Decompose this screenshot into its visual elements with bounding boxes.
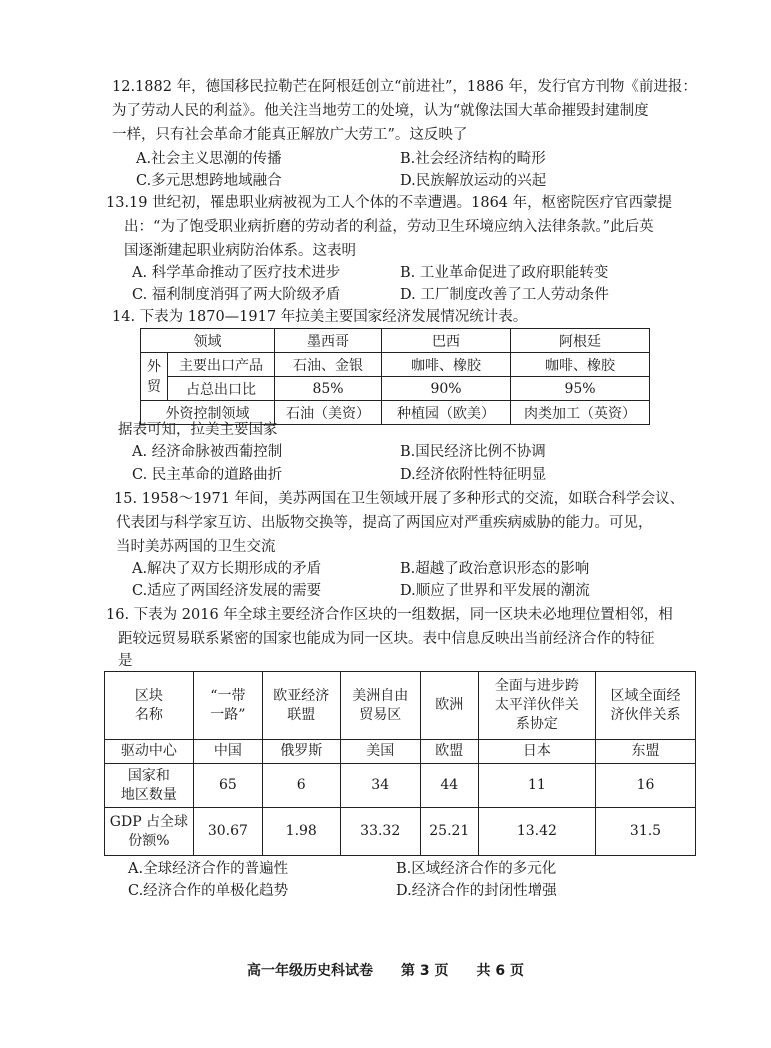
q16-option-c[interactable]: C.经济合作的单极化趋势 xyxy=(128,883,289,899)
q13-option-c[interactable]: C. 福利制度消弭了两大阶级矛盾 xyxy=(132,287,341,303)
table-header-cell: 墨西哥 xyxy=(275,329,382,353)
table-header-cell xyxy=(340,672,420,740)
q14-table xyxy=(140,328,650,425)
q12-option-a[interactable]: A.社会主义思潮的传播 xyxy=(136,151,282,167)
table-header-cell: 领域 xyxy=(141,329,275,353)
row-label-text: GDP 占全球 份额% xyxy=(109,813,189,849)
row-label-text: 国家和 地区数量 xyxy=(120,767,177,803)
q15-line-1: 15. 1958～1971 年间，美苏两国在卫生领域开展了多种形式的交流，如联合科学会议、 xyxy=(114,491,685,507)
table-cell: 石油、金银 xyxy=(275,353,382,377)
row-label-cell: 主要出口产品 xyxy=(168,353,275,377)
table-cell: 90% xyxy=(382,377,511,401)
table-cell: 33.32 xyxy=(340,808,420,856)
header-text: 欧洲 xyxy=(435,697,464,713)
table-row xyxy=(105,764,696,808)
table-cell: 34 xyxy=(340,764,420,808)
q14-intro: 14. 下表为 1870—1917 年拉美主要国家经济发展情况统计表。 xyxy=(112,309,528,325)
table-cell: 30.67 xyxy=(193,808,262,856)
table-row xyxy=(105,740,696,764)
header-text: 美洲自由 贸易区 xyxy=(352,687,409,723)
q14-option-a[interactable]: A. 经济命脉被西葡控制 xyxy=(132,444,283,460)
table-row xyxy=(105,808,696,856)
q15-option-c[interactable]: C.适应了两国经济发展的需要 xyxy=(132,583,322,599)
table-cell: 种植园（欧美） xyxy=(382,401,511,425)
table-cell: 东盟 xyxy=(596,740,696,764)
q13-line-3: 国逐渐建起职业病防治体系。这表明 xyxy=(124,243,356,259)
q16-option-b[interactable]: B.区域经济合作的多元化 xyxy=(396,861,557,877)
q15-option-a[interactable]: A.解决了双方长期形成的矛盾 xyxy=(132,561,322,577)
table-row xyxy=(141,377,650,401)
table-cell: 65 xyxy=(193,764,262,808)
q14-stem: 据表可知，拉美主要国家 xyxy=(118,422,278,438)
table-header-cell xyxy=(105,672,194,740)
table-header-cell xyxy=(420,672,478,740)
q12-option-b[interactable]: B.社会经济结构的畸形 xyxy=(400,151,546,167)
table-cell: 美国 xyxy=(340,740,420,764)
q13-option-b[interactable]: B. 工业革命促进了政府职能转变 xyxy=(400,265,609,281)
header-text: 区域全面经 济伙伴关系 xyxy=(610,687,681,723)
q14-option-b[interactable]: B.国民经济比例不协调 xyxy=(400,444,546,460)
header-text: 区块 名称 xyxy=(134,687,163,723)
table-cell: 31.5 xyxy=(596,808,696,856)
table-cell: 中国 xyxy=(193,740,262,764)
q13-option-d[interactable]: D. 工厂制度改善了工人劳动条件 xyxy=(400,287,609,303)
table-cell: 13.42 xyxy=(478,808,595,856)
table-cell: 欧盟 xyxy=(420,740,478,764)
q12-option-c[interactable]: C.多元思想跨地域融合 xyxy=(136,173,282,189)
q13-line-2: 出：“为了饱受职业病折磨的劳动者的利益，劳动卫生环境应纳入法律条款。”此后英 xyxy=(124,219,654,235)
table-header-cell: 巴西 xyxy=(382,329,511,353)
q12-line-1: 12.1882 年，德国移民拉勒芒在阿根廷创立“前进社”，1886 年，发行官方刊物《前进报： xyxy=(112,79,697,95)
table-cell: 85% xyxy=(275,377,382,401)
q16-option-a[interactable]: A.全球经济合作的普遍性 xyxy=(128,861,289,877)
table-cell: 咖啡、橡胶 xyxy=(382,353,511,377)
table-cell: 11 xyxy=(478,764,595,808)
table-header-cell xyxy=(478,672,595,740)
q15-line-3: 当时美苏两国的卫生交流 xyxy=(116,539,276,555)
row-label-cell: 占总出口比 xyxy=(168,377,275,401)
q16-line-1: 16. 下表为 2016 年全球主要经济合作区块的一组数据，同一区块未必地理位置相邻，相 xyxy=(106,607,673,623)
q16-table xyxy=(104,671,696,856)
q13-option-a[interactable]: A. 科学革命推动了医疗技术进步 xyxy=(132,265,341,281)
q12-option-d[interactable]: D.民族解放运动的兴起 xyxy=(400,173,547,189)
header-text: 欧亚经济 联盟 xyxy=(273,687,330,723)
q15-line-2: 代表团与科学家互访、出版物交换等，提高了两国应对严重疾病威胁的能力。可见， xyxy=(116,515,653,531)
trade-label-cell xyxy=(141,353,168,401)
table-cell: 咖啡、橡胶 xyxy=(511,353,650,377)
q16-option-d[interactable]: D.经济合作的封闭性增强 xyxy=(396,883,557,899)
table-cell: 95% xyxy=(511,377,650,401)
q15-option-d[interactable]: D.顺应了世界和平发展的潮流 xyxy=(400,583,590,599)
table-header-cell xyxy=(596,672,696,740)
q15-option-b[interactable]: B.超越了政治意识形态的影响 xyxy=(400,561,590,577)
table-cell: 44 xyxy=(420,764,478,808)
table-cell: 6 xyxy=(262,764,340,808)
q12-line-2: 为了劳动人民的利益》。他关注当地劳工的处境，认为“就像法国大革命摧毁封建制度 xyxy=(112,103,649,119)
row-label-cell xyxy=(105,764,194,808)
header-text: 全面与进步跨 太平洋伙伴关 系协定 xyxy=(494,678,579,732)
header-text: “一带 一路” xyxy=(210,687,246,723)
trade-label-char: 外 xyxy=(147,358,161,375)
table-header-cell xyxy=(193,672,262,740)
row-label-cell xyxy=(105,808,194,856)
page-footer: 高一年级历史科试卷 第 3 页 共 6 页 xyxy=(247,963,524,979)
table-cell: 俄罗斯 xyxy=(262,740,340,764)
table-cell: 1.98 xyxy=(262,808,340,856)
table-row xyxy=(141,329,650,353)
q16-line-2: 距较远贸易联系紧密的国家也能成为同一区块。表中信息反映出当前经济合作的特征 xyxy=(118,631,655,647)
table-cell: 日本 xyxy=(478,740,595,764)
table-cell: 石油（美资） xyxy=(275,401,382,425)
q14-option-c[interactable]: C. 民主革命的道路曲折 xyxy=(132,467,283,483)
row-label-cell: 驱动中心 xyxy=(105,740,194,764)
row-label-cell: 外资控制领域 xyxy=(141,401,275,425)
table-cell: 肉类加工（英资） xyxy=(511,401,650,425)
table-row xyxy=(105,672,696,740)
table-header-cell xyxy=(262,672,340,740)
trade-label-char: 贸 xyxy=(147,378,161,395)
table-row xyxy=(141,353,650,377)
table-cell: 16 xyxy=(596,764,696,808)
q13-line-1: 13.19 世纪初，罹患职业病被视为工人个体的不幸遭遇。1864 年，枢密院医疗官西蒙提 xyxy=(106,195,673,211)
q12-line-3: 一样，只有社会革命才能真正解放广大劳工”。这反映了 xyxy=(112,127,468,143)
table-header-cell: 阿根廷 xyxy=(511,329,650,353)
table-cell: 25.21 xyxy=(420,808,478,856)
q14-option-d[interactable]: D.经济依附性特征明显 xyxy=(400,467,547,483)
q16-line-3: 是 xyxy=(118,653,133,669)
